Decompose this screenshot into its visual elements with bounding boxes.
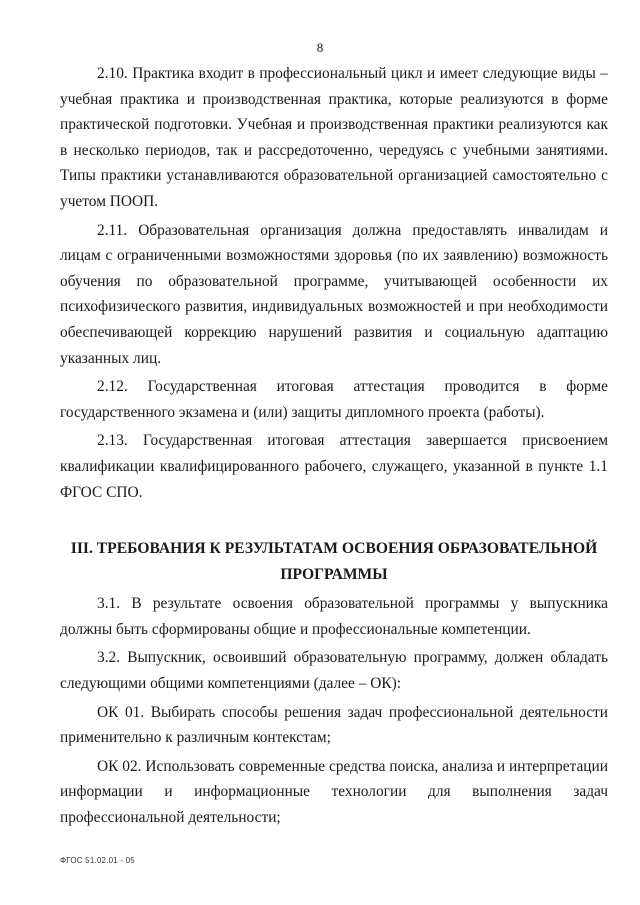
- paragraph-2-12: 2.12. Государственная итоговая аттестация проводится в форме государственного экзамена и (или) защиты дипломного проекта (работы).: [60, 378, 608, 421]
- document-body: [60, 61, 608, 831]
- paragraph-2-11: 2.11. Образовательная организация должна предоставлять инвалидам и лицам с ограниченными возможностями здоровья (по их заявлению) возможность обучения по образовательной программе, учитывающей особенности их психофизического развития, индивидуальных возможностей и при необходимости обеспечивающей коррекцию нарушений развития и социальную адаптацию указанных лиц.: [60, 221, 608, 367]
- paragraph-3-2: 3.2. Выпускник, освоивший образовательную программу, должен обладать следующими общими компетенциями (далее – ОК):: [60, 649, 608, 693]
- paragraph-2-10: 2.10. Практика входит в профессиональный цикл и имеет следующие виды – учебная практика и производственная практика, которые реализуются в форме практической подготовки. Учебная и производственная практики реализуются как в несколько периодов, так и рассредоточенно, чередуясь с учебными занятиями. Типы практики устанавливаются образовательной организацией самостоятельно с учетом ПООП.: [60, 65, 608, 210]
- paragraph-3-1: 3.1. В результате освоения образовательной программы у выпускника должны быть сформированы общие и профессиональные компетенции.: [60, 595, 608, 638]
- competency-ok-02: ОК 02. Использовать современные средства поиска, анализа и интерпретации информации и информационные технологии для выполнения задач профессиональной деятельности;: [60, 757, 608, 827]
- footer-code: ФГОС 51.02.01 - 05: [60, 856, 135, 865]
- competency-ok-01: ОК 01. Выбирать способы решения задач профессиональной деятельности применительно к различным контекстам;: [60, 703, 608, 747]
- paragraph-2-13: 2.13. Государственная итоговая аттестация завершается присвоением квалификации квалифицированного рабочего, служащего, указанной в пункте 1.1 ФГОС СПО.: [60, 432, 608, 501]
- section-heading: III. ТРЕБОВАНИЯ К РЕЗУЛЬТАТАМ ОСВОЕНИЯ ОБРАЗОВАТЕЛЬНОЙ ПРОГРАММЫ: [70, 540, 598, 583]
- page-number: 8: [316, 40, 324, 55]
